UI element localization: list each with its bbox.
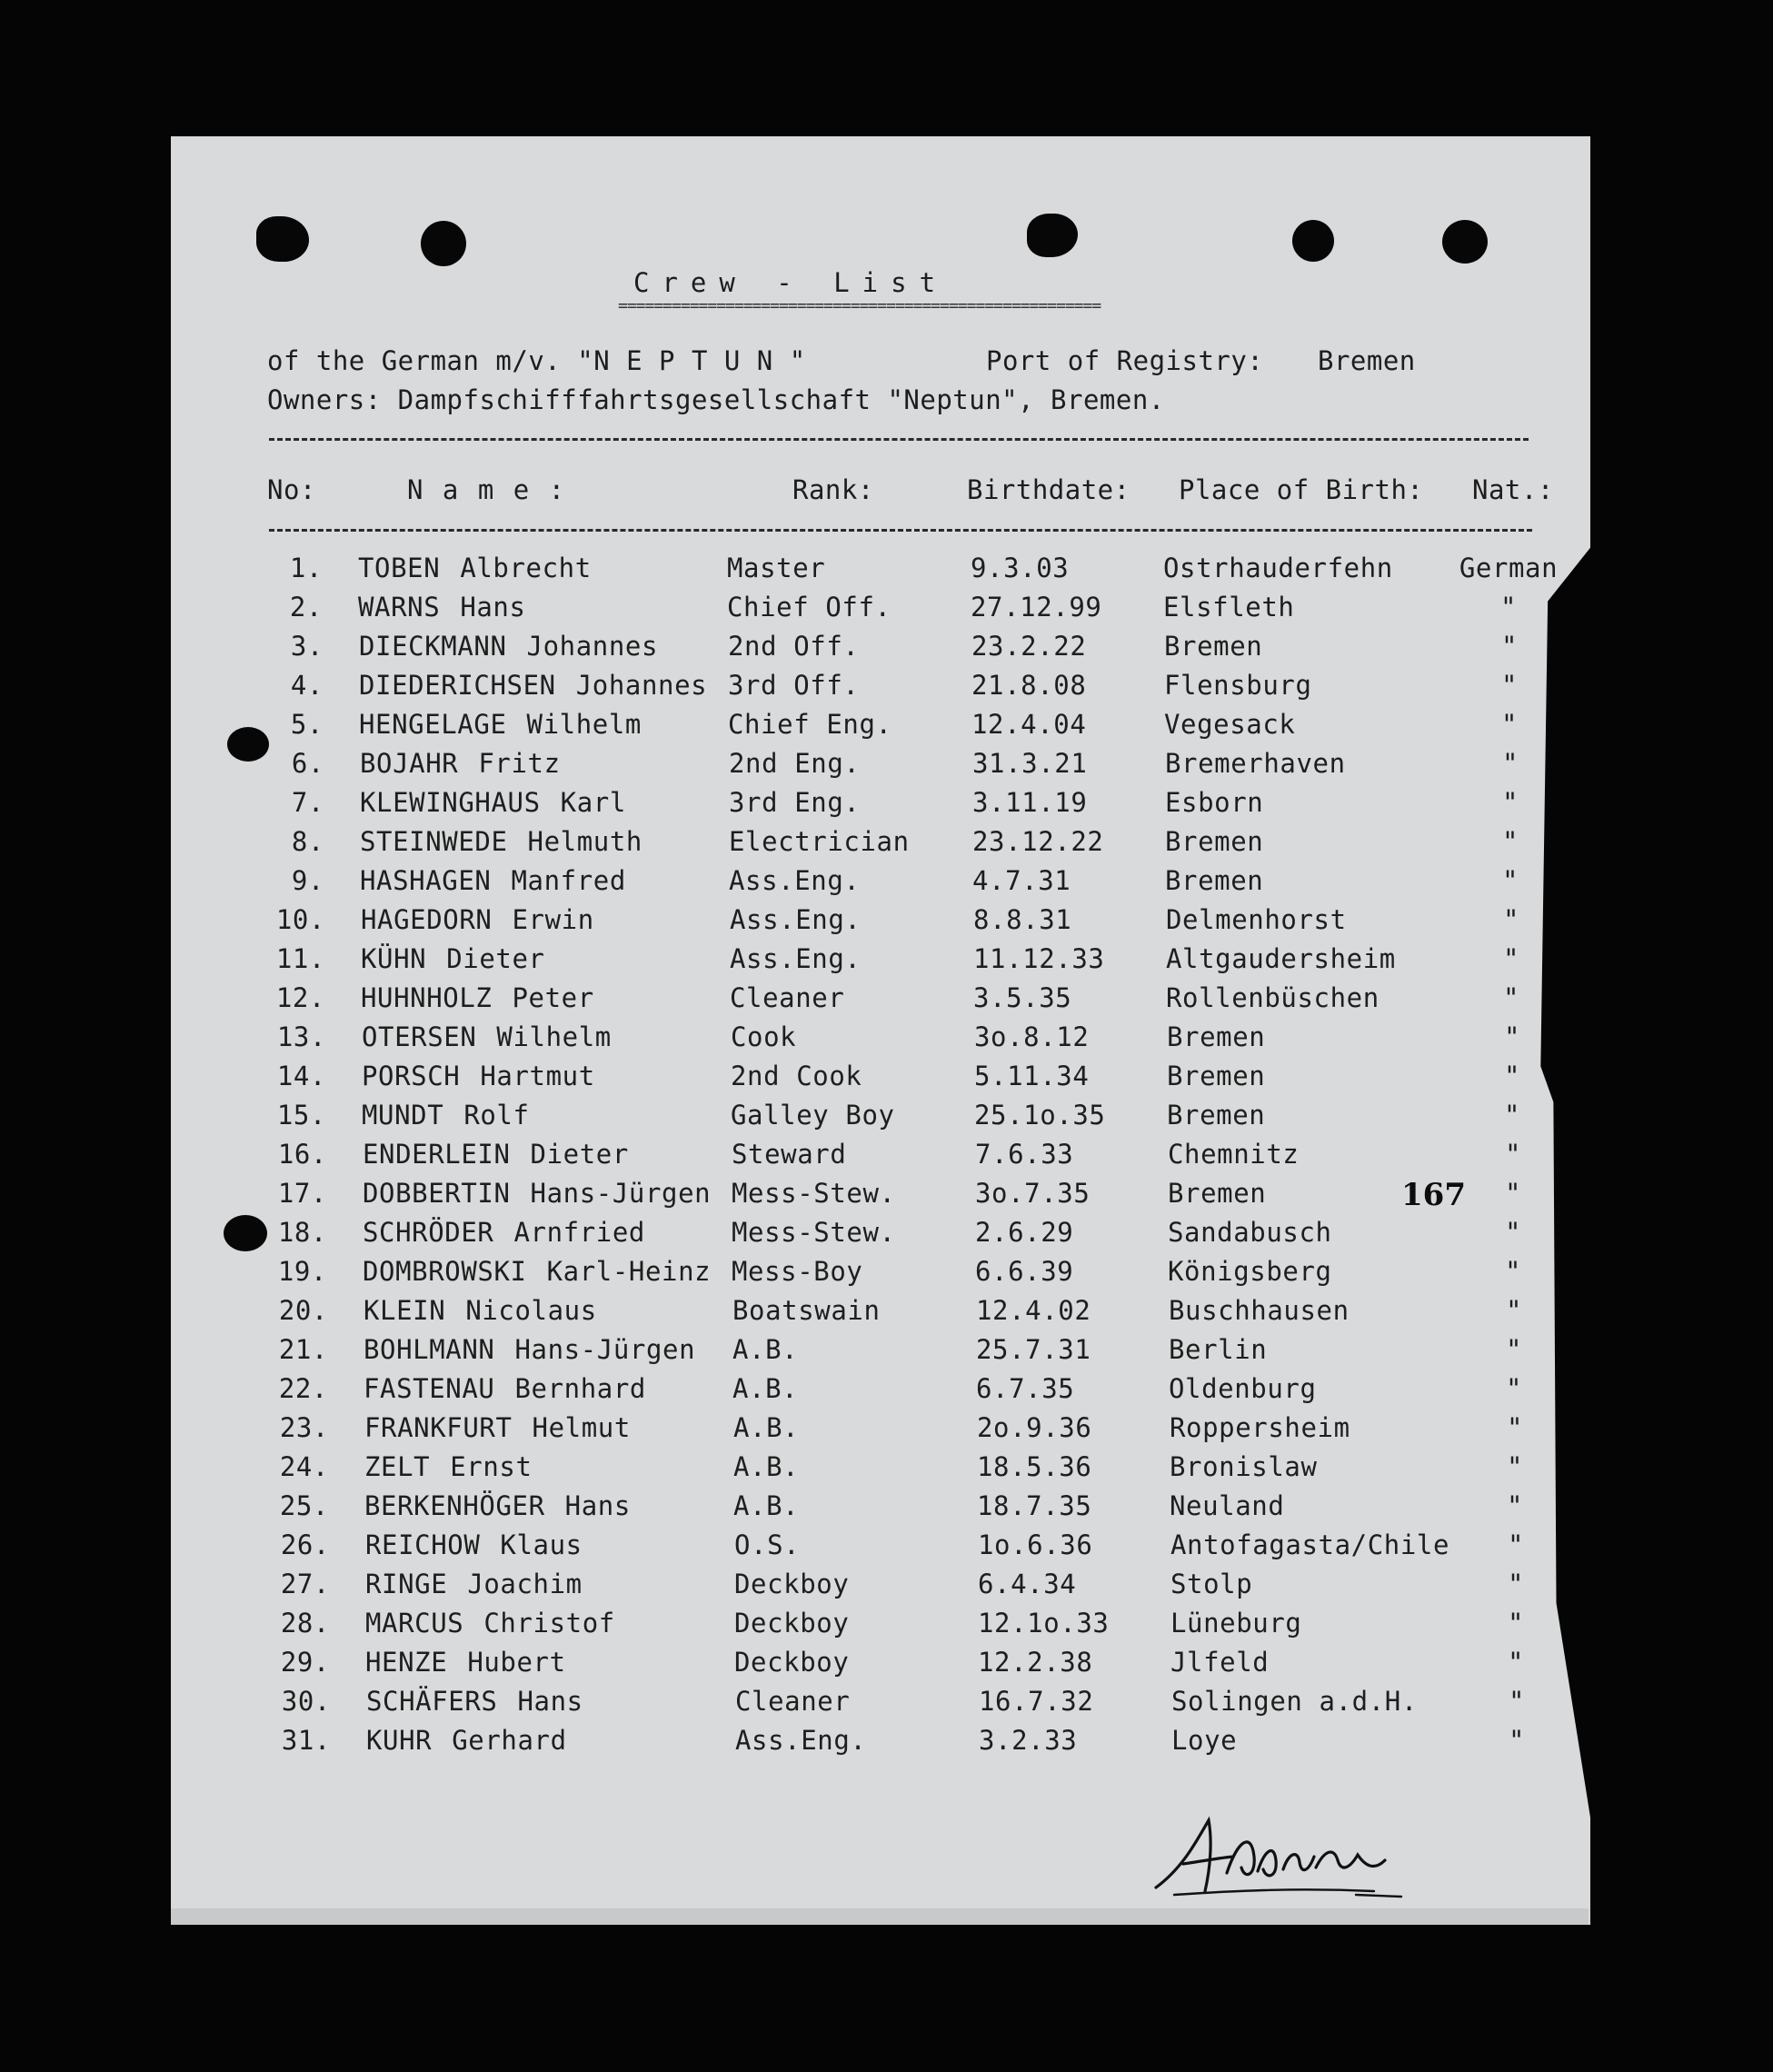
- row-no: 25.: [279, 1490, 329, 1521]
- row-surname: WARNS: [358, 592, 441, 623]
- row-given-name: Albrecht: [460, 553, 592, 583]
- row-no: 23.: [279, 1412, 329, 1443]
- row-nationality: ": [1507, 1529, 1525, 1560]
- row-nationality: ": [1500, 670, 1519, 701]
- row-birthdate: 4.7.31: [972, 865, 1071, 896]
- header-rule: [269, 438, 1529, 441]
- row-birthdate: 3o.7.35: [975, 1178, 1091, 1209]
- row-birthdate: 27.12.99: [971, 592, 1102, 623]
- row-rank: A.B.: [733, 1451, 800, 1482]
- row-no: 28.: [280, 1608, 330, 1639]
- row-birthdate: 25.7.31: [976, 1334, 1091, 1365]
- row-surname: MARCUS: [365, 1608, 464, 1639]
- row-nationality: ": [1506, 1490, 1524, 1521]
- row-given-name: Hans-Jürgen: [530, 1178, 712, 1209]
- row-rank: Cleaner: [735, 1686, 851, 1717]
- row-birthdate: 12.4.04: [971, 709, 1087, 740]
- row-given-name: Joachim: [467, 1569, 583, 1599]
- table-row: [0, 1217, 1773, 1253]
- row-given-name: Dieter: [446, 943, 545, 974]
- row-surname: RINGE: [365, 1569, 448, 1599]
- row-nationality: ": [1502, 943, 1520, 974]
- table-row: [0, 1373, 1773, 1410]
- row-surname: TOBEN: [358, 553, 441, 583]
- row-no: 24.: [279, 1451, 329, 1482]
- registry-label: Port of Registry:: [986, 345, 1264, 376]
- row-nationality: ": [1499, 592, 1518, 623]
- row-nationality: ": [1506, 1451, 1524, 1482]
- table-row: [0, 1178, 1773, 1214]
- row-given-name: Hans: [460, 592, 526, 623]
- row-rank: Boatswain: [732, 1295, 881, 1326]
- row-no: 19.: [277, 1256, 327, 1287]
- vessel-line: of the German m/v. "N E P T U N ": [267, 345, 806, 376]
- row-place-of-birth: Antofagasta/Chile: [1170, 1529, 1450, 1560]
- row-given-name: Hans-Jürgen: [514, 1334, 696, 1365]
- row-place-of-birth: Bronislaw: [1170, 1451, 1318, 1482]
- row-place-of-birth: Bremen: [1165, 826, 1264, 857]
- row-nationality: ": [1505, 1295, 1523, 1326]
- row-no: 22.: [278, 1373, 328, 1404]
- row-place-of-birth: Chemnitz: [1168, 1139, 1300, 1170]
- punch-hole: [1292, 220, 1334, 262]
- row-birthdate: 18.7.35: [977, 1490, 1092, 1521]
- row-surname: KÜHN: [361, 943, 427, 974]
- row-birthdate: 18.5.36: [977, 1451, 1092, 1482]
- row-nationality: ": [1506, 1412, 1524, 1443]
- row-given-name: Gerhard: [452, 1725, 567, 1756]
- table-row: [0, 1451, 1773, 1488]
- owners-line: Owners: Dampfschifffahrtsgesellschaft "Neptun", Bremen.: [267, 384, 1165, 415]
- row-nationality: ": [1500, 709, 1519, 740]
- row-place-of-birth: Bremen: [1164, 631, 1263, 662]
- row-given-name: Hubert: [467, 1647, 566, 1678]
- table-row: [0, 631, 1773, 667]
- row-given-name: Hans: [517, 1686, 583, 1717]
- row-nationality: ": [1503, 1061, 1521, 1091]
- row-no: 29.: [280, 1647, 330, 1678]
- row-no: 2.: [289, 592, 323, 623]
- row-birthdate: 9.3.03: [971, 553, 1070, 583]
- table-row: [0, 787, 1773, 823]
- row-given-name: Peter: [512, 982, 594, 1013]
- row-birthdate: 12.1o.33: [978, 1608, 1110, 1639]
- row-surname: DOMBROWSKI: [363, 1256, 527, 1287]
- row-nationality: ": [1501, 748, 1519, 779]
- table-row: [0, 1139, 1773, 1175]
- row-rank: Ass.Eng.: [735, 1725, 867, 1756]
- row-place-of-birth: Buschhausen: [1169, 1295, 1350, 1326]
- table-row: [0, 1334, 1773, 1370]
- row-surname: ZELT: [364, 1451, 431, 1482]
- row-surname: KLEIN: [364, 1295, 446, 1326]
- row-no: 21.: [278, 1334, 328, 1365]
- col-header-no: No:: [267, 474, 316, 505]
- row-nationality: ": [1502, 982, 1520, 1013]
- row-surname: HASHAGEN: [360, 865, 492, 896]
- table-rule: [269, 529, 1532, 532]
- row-rank: A.B.: [733, 1412, 800, 1443]
- row-birthdate: 2.6.29: [975, 1217, 1074, 1248]
- row-nationality: ": [1501, 826, 1519, 857]
- row-place-of-birth: Sandabusch: [1168, 1217, 1332, 1248]
- row-surname: REICHOW: [365, 1529, 481, 1560]
- row-given-name: Hans: [564, 1490, 631, 1521]
- row-birthdate: 7.6.33: [975, 1139, 1074, 1170]
- table-row: [0, 1100, 1773, 1136]
- row-given-name: Arnfried: [513, 1217, 645, 1248]
- punch-hole: [1442, 220, 1488, 264]
- table-row: [0, 1569, 1773, 1605]
- row-no: 13.: [276, 1021, 326, 1052]
- table-row: [0, 1061, 1773, 1097]
- row-no: 20.: [278, 1295, 328, 1326]
- row-birthdate: 25.1o.35: [974, 1100, 1106, 1131]
- row-surname: HENZE: [365, 1647, 448, 1678]
- row-nationality: ": [1503, 1021, 1521, 1052]
- row-given-name: Nicolaus: [465, 1295, 597, 1326]
- page-number-stamp: 167: [1401, 1177, 1466, 1213]
- row-given-name: Fritz: [478, 748, 561, 779]
- row-birthdate: 3o.8.12: [974, 1021, 1090, 1052]
- row-rank: Electrician: [729, 826, 910, 857]
- row-given-name: Christof: [483, 1608, 615, 1639]
- row-birthdate: 12.2.38: [978, 1647, 1093, 1678]
- row-place-of-birth: Roppersheim: [1170, 1412, 1350, 1443]
- row-place-of-birth: Berlin: [1169, 1334, 1268, 1365]
- row-no: 12.: [275, 982, 325, 1013]
- row-birthdate: 21.8.08: [971, 670, 1087, 701]
- row-surname: DIECKMANN: [359, 631, 507, 662]
- table-row: [0, 1490, 1773, 1527]
- row-place-of-birth: Stolp: [1170, 1569, 1253, 1599]
- row-place-of-birth: Bremen: [1167, 1100, 1266, 1131]
- table-row: [0, 865, 1773, 902]
- table-row: [0, 982, 1773, 1019]
- row-rank: O.S.: [734, 1529, 801, 1560]
- row-birthdate: 6.7.35: [976, 1373, 1075, 1404]
- row-given-name: Rolf: [463, 1100, 530, 1131]
- row-birthdate: 12.4.02: [976, 1295, 1091, 1326]
- row-nationality: ": [1507, 1647, 1525, 1678]
- row-given-name: Erwin: [512, 904, 594, 935]
- punch-hole: [421, 221, 466, 266]
- row-no: 4.: [290, 670, 324, 701]
- row-birthdate: 5.11.34: [974, 1061, 1090, 1091]
- row-given-name: Dieter: [530, 1139, 629, 1170]
- table-row: [0, 1412, 1773, 1449]
- table-row: [0, 1686, 1773, 1722]
- row-no: 9.: [291, 865, 324, 896]
- table-row: [0, 1608, 1773, 1644]
- row-surname: FASTENAU: [364, 1373, 495, 1404]
- paper-edge: [171, 1908, 1589, 1925]
- table-row: [0, 1529, 1773, 1566]
- row-rank: Deckboy: [734, 1647, 850, 1678]
- row-birthdate: 23.2.22: [971, 631, 1087, 662]
- col-header-name: N a m e :: [407, 474, 567, 505]
- col-header-birthdate: Birthdate:: [967, 474, 1131, 505]
- row-rank: 3rd Eng.: [729, 787, 861, 818]
- signature: [1147, 1804, 1419, 1904]
- row-birthdate: 3.5.35: [973, 982, 1072, 1013]
- row-place-of-birth: Neuland: [1170, 1490, 1285, 1521]
- row-given-name: Helmut: [532, 1412, 631, 1443]
- row-place-of-birth: Bremen: [1167, 1021, 1266, 1052]
- table-row: [0, 670, 1773, 706]
- row-rank: Mess-Boy: [732, 1256, 863, 1287]
- row-surname: BOHLMANN: [364, 1334, 495, 1365]
- row-surname: HENGELAGE: [359, 709, 507, 740]
- row-given-name: Johannes: [526, 631, 659, 662]
- row-nationality: ": [1504, 1178, 1522, 1209]
- row-surname: STEINWEDE: [360, 826, 508, 857]
- row-rank: Chief Eng.: [728, 709, 892, 740]
- row-surname: FRANKFURT: [364, 1412, 513, 1443]
- table-row: [0, 1021, 1773, 1058]
- row-rank: 3rd Off.: [728, 670, 860, 701]
- row-surname: KLEWINGHAUS: [360, 787, 541, 818]
- row-given-name: Helmuth: [527, 826, 642, 857]
- row-birthdate: 3.11.19: [972, 787, 1088, 818]
- row-surname: BOJAHR: [360, 748, 459, 779]
- row-rank: Cook: [731, 1021, 797, 1052]
- row-given-name: Manfred: [511, 865, 626, 896]
- table-row: [0, 1725, 1773, 1761]
- row-place-of-birth: Elsfleth: [1163, 592, 1295, 623]
- row-rank: Cleaner: [730, 982, 845, 1013]
- row-rank: Chief Off.: [727, 592, 891, 623]
- row-given-name: Ernst: [450, 1451, 533, 1482]
- row-place-of-birth: Jlfeld: [1170, 1647, 1270, 1678]
- row-given-name: Karl: [560, 787, 626, 818]
- row-rank: A.B.: [732, 1334, 799, 1365]
- row-surname: PORSCH: [362, 1061, 461, 1091]
- row-rank: Galley Boy: [731, 1100, 895, 1131]
- table-row: [0, 748, 1773, 784]
- row-birthdate: 2o.9.36: [977, 1412, 1092, 1443]
- row-no: 30.: [281, 1686, 331, 1717]
- col-header-place: Place of Birth:: [1179, 474, 1424, 505]
- row-nationality: ": [1504, 1217, 1522, 1248]
- row-no: 7.: [291, 787, 324, 818]
- registry-port: Bremen: [1318, 345, 1416, 376]
- row-place-of-birth: Delmenhorst: [1166, 904, 1347, 935]
- table-row: [0, 592, 1773, 628]
- row-place-of-birth: Oldenburg: [1169, 1373, 1317, 1404]
- document-title: Crew - List: [633, 267, 949, 298]
- row-surname: DIEDERICHSEN: [359, 670, 556, 701]
- title-underline: ======================================================: [618, 296, 1101, 315]
- row-birthdate: 23.12.22: [972, 826, 1104, 857]
- col-header-rank: Rank:: [792, 474, 874, 505]
- row-surname: SCHRÖDER: [363, 1217, 494, 1248]
- row-nationality: ": [1504, 1139, 1522, 1170]
- row-nationality: ": [1504, 1256, 1522, 1287]
- row-no: 1.: [289, 553, 323, 583]
- table-row: [0, 1256, 1773, 1292]
- row-surname: DOBBERTIN: [363, 1178, 511, 1209]
- row-rank: Ass.Eng.: [730, 943, 862, 974]
- row-nationality: ": [1508, 1725, 1526, 1756]
- row-rank: Deckboy: [734, 1569, 850, 1599]
- row-rank: 2nd Cook: [731, 1061, 862, 1091]
- row-given-name: Hartmut: [480, 1061, 595, 1091]
- row-birthdate: 11.12.33: [973, 943, 1105, 974]
- row-rank: Mess-Stew.: [732, 1217, 896, 1248]
- row-birthdate: 3.2.33: [979, 1725, 1078, 1756]
- row-no: 15.: [276, 1100, 326, 1131]
- row-given-name: Johannes: [575, 670, 708, 701]
- row-given-name: Klaus: [500, 1529, 583, 1560]
- row-no: 16.: [277, 1139, 327, 1170]
- row-birthdate: 6.4.34: [978, 1569, 1077, 1599]
- row-no: 10.: [275, 904, 325, 935]
- row-no: 18.: [277, 1217, 327, 1248]
- row-no: 26.: [280, 1529, 330, 1560]
- row-nationality: ": [1501, 787, 1519, 818]
- row-nationality: ": [1507, 1569, 1525, 1599]
- row-surname: BERKENHÖGER: [364, 1490, 545, 1521]
- row-no: 14.: [276, 1061, 326, 1091]
- row-place-of-birth: Flensburg: [1164, 670, 1312, 701]
- row-surname: OTERSEN: [362, 1021, 477, 1052]
- table-row: [0, 1647, 1773, 1683]
- row-birthdate: 1o.6.36: [978, 1529, 1093, 1560]
- row-nationality: German: [1459, 553, 1559, 583]
- row-place-of-birth: Bremen: [1165, 865, 1264, 896]
- row-no: 3.: [290, 631, 324, 662]
- row-surname: SCHÄFERS: [366, 1686, 498, 1717]
- row-given-name: Karl-Heinz: [546, 1256, 712, 1287]
- row-place-of-birth: Esborn: [1165, 787, 1264, 818]
- row-no: 27.: [280, 1569, 330, 1599]
- row-rank: Mess-Stew.: [732, 1178, 896, 1209]
- row-nationality: ": [1501, 865, 1519, 896]
- row-place-of-birth: Bremerhaven: [1165, 748, 1346, 779]
- table-row: [0, 826, 1773, 862]
- row-place-of-birth: Königsberg: [1168, 1256, 1332, 1287]
- row-place-of-birth: Bremen: [1167, 1061, 1266, 1091]
- row-place-of-birth: Lüneburg: [1170, 1608, 1302, 1639]
- row-surname: KUHR: [366, 1725, 433, 1756]
- row-no: 5.: [290, 709, 324, 740]
- table-row: [0, 904, 1773, 941]
- row-no: 8.: [291, 826, 324, 857]
- row-place-of-birth: Altgaudersheim: [1166, 943, 1396, 974]
- row-nationality: ": [1500, 631, 1519, 662]
- row-place-of-birth: Vegesack: [1164, 709, 1296, 740]
- row-place-of-birth: Bremen: [1168, 1178, 1267, 1209]
- row-rank: 2nd Eng.: [729, 748, 861, 779]
- row-surname: ENDERLEIN: [363, 1139, 511, 1170]
- row-nationality: ": [1505, 1334, 1523, 1365]
- row-place-of-birth: Ostrhauderfehn: [1163, 553, 1393, 583]
- row-nationality: ": [1502, 904, 1520, 935]
- row-nationality: ": [1508, 1686, 1526, 1717]
- row-birthdate: 8.8.31: [973, 904, 1072, 935]
- row-surname: HAGEDORN: [361, 904, 493, 935]
- row-nationality: ": [1505, 1373, 1523, 1404]
- row-rank: Ass.Eng.: [730, 904, 862, 935]
- row-no: 6.: [291, 748, 324, 779]
- table-row: [0, 553, 1773, 589]
- col-header-nat: Nat.:: [1472, 474, 1554, 505]
- row-rank: Deckboy: [734, 1608, 850, 1639]
- row-no: 31.: [281, 1725, 331, 1756]
- row-place-of-birth: Rollenbüschen: [1166, 982, 1380, 1013]
- row-rank: A.B.: [732, 1373, 799, 1404]
- row-no: 17.: [277, 1178, 327, 1209]
- row-birthdate: 16.7.32: [979, 1686, 1094, 1717]
- row-given-name: Wilhelm: [496, 1021, 612, 1052]
- table-row: [0, 709, 1773, 745]
- row-nationality: ": [1507, 1608, 1525, 1639]
- row-surname: MUNDT: [362, 1100, 444, 1131]
- row-given-name: Wilhelm: [526, 709, 642, 740]
- row-place-of-birth: Solingen a.d.H.: [1171, 1686, 1418, 1717]
- row-birthdate: 6.6.39: [975, 1256, 1074, 1287]
- row-rank: Master: [727, 553, 826, 583]
- table-row: [0, 1295, 1773, 1331]
- row-birthdate: 31.3.21: [972, 748, 1088, 779]
- row-place-of-birth: Loye: [1171, 1725, 1238, 1756]
- row-rank: 2nd Off.: [728, 631, 860, 662]
- row-rank: Steward: [732, 1139, 847, 1170]
- row-rank: A.B.: [733, 1490, 800, 1521]
- row-surname: HUHNHOLZ: [361, 982, 493, 1013]
- row-no: 11.: [275, 943, 325, 974]
- table-row: [0, 943, 1773, 980]
- punch-hole: [256, 216, 309, 262]
- row-rank: Ass.Eng.: [729, 865, 861, 896]
- row-given-name: Bernhard: [514, 1373, 646, 1404]
- row-nationality: ": [1503, 1100, 1521, 1131]
